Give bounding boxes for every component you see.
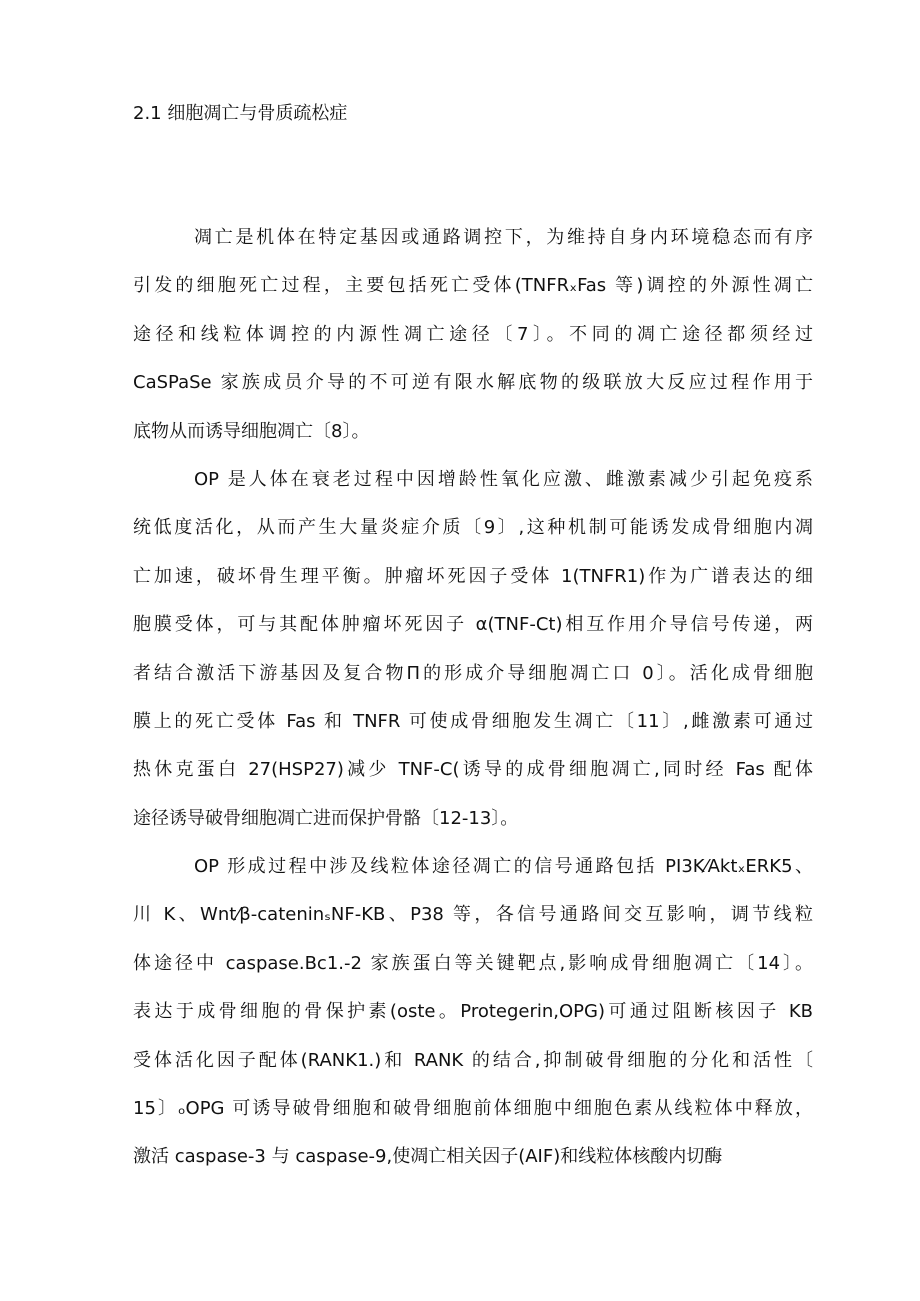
text-line: 途径和线粒体调控的内源性凋亡途径〔7〕。不同的凋亡途径都须经过: [133, 323, 813, 345]
text-line: 途径诱导破骨细胞凋亡进而保护骨骼〔12-13〕。: [133, 807, 519, 829]
text-line: 亡加速，破坏骨生理平衡。肿瘤坏死因子受体 1(TNFR1)作为广谱表达的细: [133, 565, 813, 587]
text-line: OP 是人体在衰老过程中因增龄性氧化应激、雌激素减少引起免疫系: [194, 468, 813, 490]
text-line: 胞膜受体，可与其配体肿瘤坏死因子 α(TNF-Ct)相互作用介导信号传递，两: [133, 614, 813, 636]
text-line: 底物从而诱导细胞凋亡〔8〕。: [133, 420, 370, 442]
text-line: 热休克蛋白 27(HSP27)减少 TNF-C(诱导的成骨细胞凋亡,同时经 Fas 配体: [133, 759, 813, 781]
section-heading: 2.1 细胞凋亡与骨质疏松症: [133, 103, 348, 124]
text-line: 受体活化因子配体(RANK1.)和 RANK 的结合,抑制破骨细胞的分化和活性〔: [133, 1049, 813, 1071]
text-line: 表达于成骨细胞的骨保护素(oste。Protegerin,OPG)可通过阻断核因子 KB: [133, 1001, 813, 1023]
text-line: CaSPaSe 家族成员介导的不可逆有限水解底物的级联放大反应过程作用于: [133, 372, 813, 394]
text-line: 引发的细胞死亡过程，主要包括死亡受体(TNFRₓFas 等)调控的外源性凋亡: [133, 275, 813, 297]
body-text: [133, 222, 813, 1190]
text-line: 激活 caspase-3 与 caspase-9,使凋亡相关因子(AIF)和线粒体核酸内切酶: [133, 1146, 723, 1168]
text-line: OP 形成过程中涉及线粒体途径凋亡的信号通路包括 PI3K⁄AktₓERK5、: [194, 856, 813, 878]
text-line: 体途径中 caspase.Bc1.-2 家族蛋白等关键靶点,影响成骨细胞凋亡〔14〕。: [133, 952, 813, 974]
text-line: 者结合激活下游基因及复合物П的形成介导细胞凋亡口 0〕。活化成骨细胞: [133, 662, 813, 684]
text-line: 凋亡是机体在特定基因或通路调控下，为维持自身内环境稳态而有序: [194, 227, 813, 248]
text-line: 统低度活化，从而产生大量炎症介质〔9〕,这种机制可能诱发成骨细胞内凋: [133, 517, 813, 539]
text-line: 15〕ₒOPG 可诱导破骨细胞和破骨细胞前体细胞中细胞色素从线粒体中释放，: [133, 1098, 813, 1120]
text-line: 川 K、Wnt⁄β-cateninₛNF-KB、P38 等，各信号通路间交互影响，调节线粒: [133, 904, 813, 926]
text-line: 膜上的死亡受体 Fas 和 TNFR 可使成骨细胞发生凋亡〔11〕,雌激素可通过: [133, 710, 813, 732]
